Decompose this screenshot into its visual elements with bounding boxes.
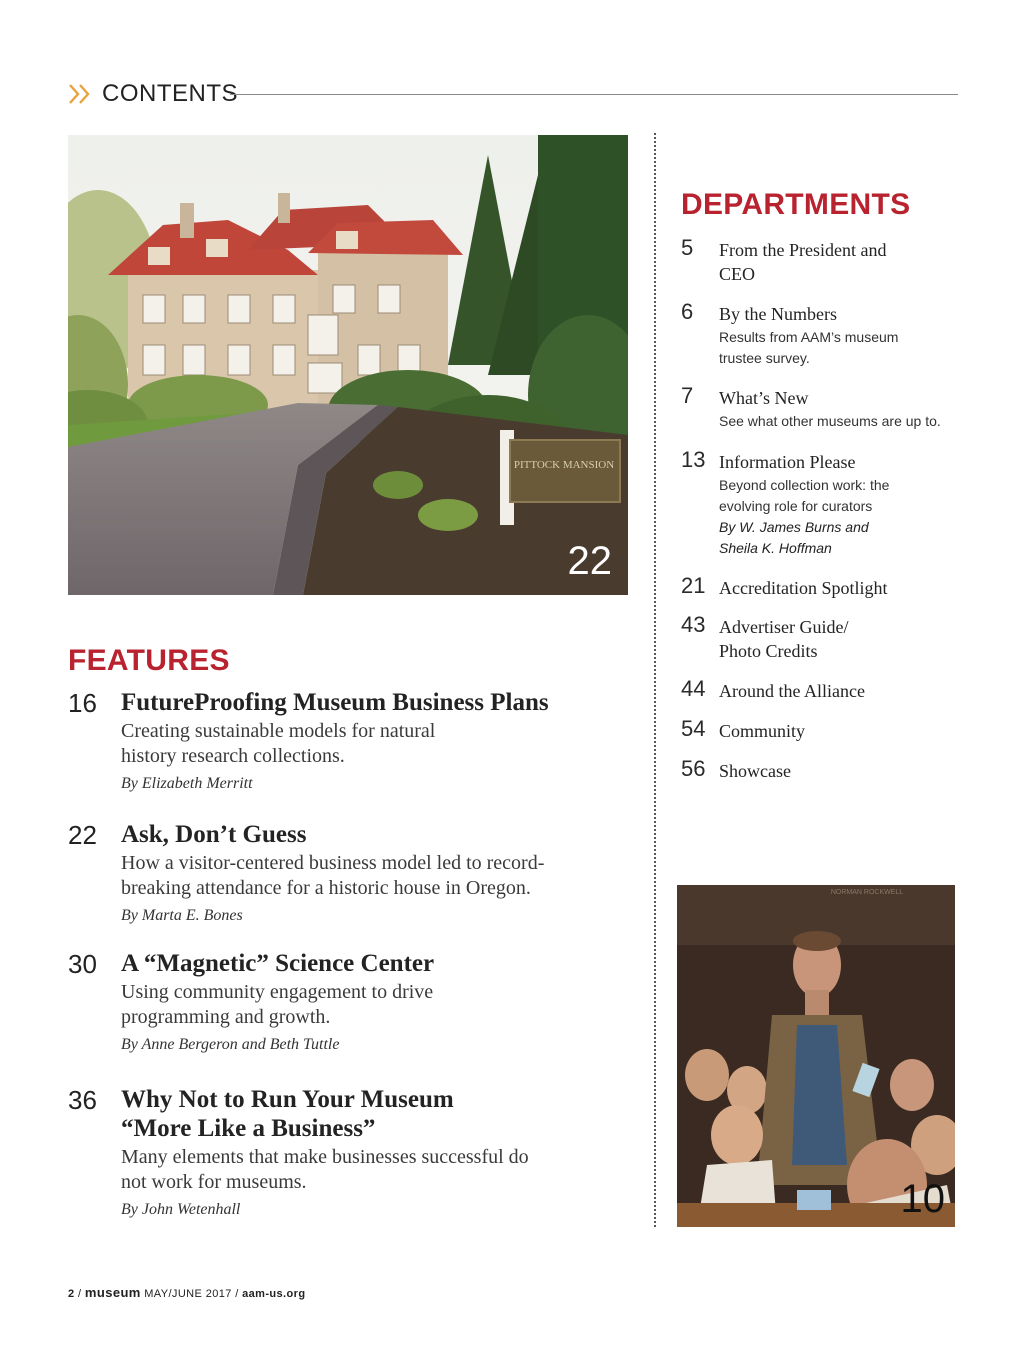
contents-label: CONTENTS (102, 80, 238, 107)
department-title: Advertiser Guide/ Photo Credits (719, 617, 849, 661)
contents-header (68, 78, 958, 110)
department-title: Showcase (719, 761, 791, 781)
feature-description: Creating sustainable models for natural history research collections. (121, 720, 436, 767)
rockwell-painting-photo[interactable] (677, 885, 955, 1227)
mansion-illustration (68, 135, 628, 595)
department-page-number: 54 (681, 716, 706, 741)
feature-page-number: 16 (68, 688, 97, 718)
feature-page-number: 36 (68, 1085, 97, 1115)
feature-description: Using community engagement to drive programming and growth. (121, 981, 434, 1028)
department-page-number: 7 (681, 383, 694, 408)
department-description: Results from AAM’s museum trustee survey. (719, 329, 899, 366)
department-item[interactable] (681, 235, 961, 286)
department-item[interactable] (681, 676, 961, 703)
department-item[interactable] (681, 756, 961, 783)
department-item[interactable] (681, 299, 961, 369)
department-item[interactable] (681, 573, 961, 600)
department-page-number: 6 (681, 299, 694, 324)
page-footer (68, 1285, 305, 1300)
department-title: By the Numbers (719, 304, 837, 324)
department-item[interactable] (681, 447, 961, 559)
painting-illustration (677, 885, 955, 1227)
feature-title: Ask, Don’t Guess (121, 821, 307, 848)
feature-item[interactable] (68, 820, 628, 925)
footer-page-number: 2 (68, 1288, 75, 1300)
department-page-number: 43 (681, 612, 706, 637)
mansion-sign-text: PITTOCK MANSION (513, 459, 615, 471)
feature-title: Why Not to Run Your Museum “More Like a Business” (121, 1086, 454, 1142)
department-title: Accreditation Spotlight (719, 578, 888, 598)
department-title: From the President and CEO (719, 240, 887, 284)
feature-byline: By John Wetenhall (121, 1201, 241, 1218)
footer-site[interactable]: aam-us.org (242, 1288, 306, 1300)
department-title: Community (719, 721, 806, 741)
feature-title: A “Magnetic” Science Center (121, 950, 435, 977)
department-page-number: 56 (681, 756, 706, 781)
feature-title: FutureProofing Museum Business Plans (121, 689, 549, 716)
header-rule (230, 94, 958, 95)
feature-item[interactable] (68, 1085, 628, 1219)
department-item[interactable] (681, 383, 961, 432)
footer-issue: MAY/JUNE 2017 / (140, 1288, 243, 1300)
department-title: What’s New (719, 388, 809, 408)
mansion-page-number: 22 (567, 539, 612, 583)
feature-description: How a visitor-centered business model led to record-breaking attendance for a historic house in Oregon. (121, 852, 545, 899)
column-divider (654, 133, 656, 1227)
feature-item[interactable] (68, 688, 628, 793)
feature-item[interactable] (68, 949, 628, 1054)
footer-separator: / (74, 1288, 85, 1300)
department-page-number: 5 (681, 235, 694, 260)
pittock-mansion-photo[interactable] (68, 135, 628, 595)
feature-description: Many elements that make businesses successful do not work for museums. (121, 1146, 529, 1193)
feature-page-number: 30 (68, 949, 97, 979)
department-title: Around the Alliance (719, 681, 865, 701)
feature-page-number: 22 (68, 820, 97, 850)
footer-magazine: museum (84, 1285, 141, 1300)
department-item[interactable] (681, 716, 961, 743)
department-item[interactable] (681, 612, 961, 663)
department-title: Information Please (719, 452, 856, 472)
department-description: See what other museums are up to. (719, 413, 941, 429)
department-description: Beyond collection work: the evolving role for curators (719, 477, 890, 514)
feature-byline: By Elizabeth Merritt (121, 775, 253, 792)
department-byline: By W. James Burns and Sheila K. Hoffman (719, 519, 869, 556)
department-page-number: 21 (681, 573, 706, 598)
painting-page-number: 10 (900, 1177, 945, 1221)
departments-heading: DEPARTMENTS (681, 188, 911, 221)
feature-byline: By Marta E. Bones (121, 907, 243, 924)
department-page-number: 13 (681, 447, 706, 472)
double-chevron-icon (68, 82, 94, 106)
department-page-number: 44 (681, 676, 706, 701)
painting-signature: NORMAN ROCKWELL (830, 889, 904, 896)
features-heading: FEATURES (68, 644, 230, 677)
feature-byline: By Anne Bergeron and Beth Tuttle (121, 1036, 340, 1053)
